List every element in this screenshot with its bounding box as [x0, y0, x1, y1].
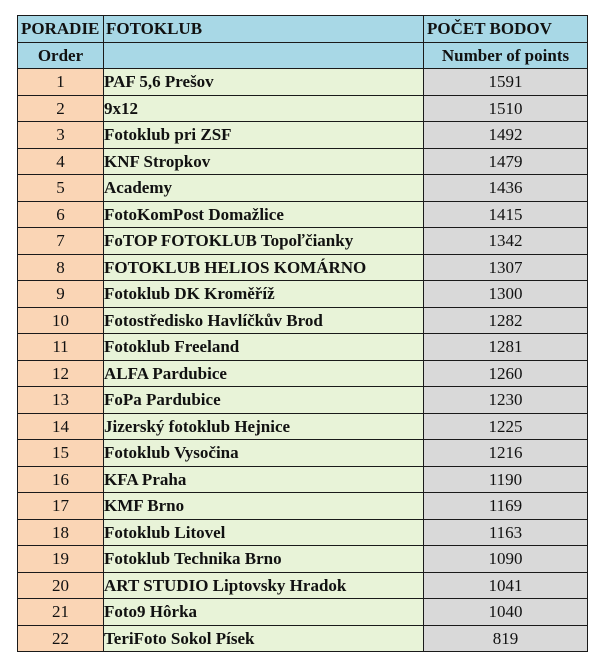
points-cell: 1090 — [424, 546, 588, 573]
club-name-cell: Foto9 Hôrka — [104, 599, 424, 626]
table-row — [18, 493, 588, 520]
rank-cell: 13 — [18, 387, 104, 414]
club-name-cell: Fotostředisko Havlíčkův Brod — [104, 307, 424, 334]
header-club: FOTOKLUB — [104, 16, 424, 43]
rank-cell: 18 — [18, 519, 104, 546]
points-cell: 1169 — [424, 493, 588, 520]
rank-cell: 17 — [18, 493, 104, 520]
points-cell: 1510 — [424, 95, 588, 122]
points-cell: 819 — [424, 625, 588, 652]
club-name-cell: Fotoklub Vysočina — [104, 440, 424, 467]
rank-cell: 16 — [18, 466, 104, 493]
points-cell: 1041 — [424, 572, 588, 599]
points-cell: 1190 — [424, 466, 588, 493]
rank-cell: 11 — [18, 334, 104, 361]
points-cell: 1281 — [424, 334, 588, 361]
rank-cell: 4 — [18, 148, 104, 175]
club-name-cell: KNF Stropkov — [104, 148, 424, 175]
rank-cell: 2 — [18, 95, 104, 122]
table-row — [18, 148, 588, 175]
table-row — [18, 175, 588, 202]
points-cell: 1479 — [424, 148, 588, 175]
points-cell: 1307 — [424, 254, 588, 281]
points-cell: 1163 — [424, 519, 588, 546]
points-cell: 1260 — [424, 360, 588, 387]
table-row — [18, 572, 588, 599]
header-row — [18, 16, 588, 43]
rank-cell: 19 — [18, 546, 104, 573]
ranking-table-body — [18, 16, 588, 652]
rank-cell: 3 — [18, 122, 104, 149]
points-cell: 1492 — [424, 122, 588, 149]
club-name-cell: TeriFoto Sokol Písek — [104, 625, 424, 652]
club-name-cell: Academy — [104, 175, 424, 202]
club-name-cell: FotoKomPost Domažlice — [104, 201, 424, 228]
rank-cell: 15 — [18, 440, 104, 467]
table-row — [18, 69, 588, 96]
rank-cell: 5 — [18, 175, 104, 202]
rank-cell: 10 — [18, 307, 104, 334]
table-row — [18, 519, 588, 546]
subheader-club — [104, 42, 424, 69]
points-cell: 1230 — [424, 387, 588, 414]
table-row — [18, 95, 588, 122]
club-name-cell: 9x12 — [104, 95, 424, 122]
subheader-points: Number of points — [424, 42, 588, 69]
rank-cell: 9 — [18, 281, 104, 308]
table-row — [18, 413, 588, 440]
points-cell: 1282 — [424, 307, 588, 334]
rank-cell: 20 — [18, 572, 104, 599]
ranking-table — [17, 15, 588, 652]
points-cell: 1436 — [424, 175, 588, 202]
club-name-cell: ART STUDIO Liptovsky Hradok — [104, 572, 424, 599]
club-name-cell: FoTOP FOTOKLUB Topoľčianky — [104, 228, 424, 255]
subheader-rank: Order — [18, 42, 104, 69]
club-name-cell: Jizerský fotoklub Hejnice — [104, 413, 424, 440]
points-cell: 1300 — [424, 281, 588, 308]
club-name-cell: KMF Brno — [104, 493, 424, 520]
rank-cell: 22 — [18, 625, 104, 652]
header-points: POČET BODOV — [424, 16, 588, 43]
table-row — [18, 466, 588, 493]
points-cell: 1591 — [424, 69, 588, 96]
club-name-cell: ALFA Pardubice — [104, 360, 424, 387]
table-row — [18, 281, 588, 308]
table-row — [18, 440, 588, 467]
rank-cell: 6 — [18, 201, 104, 228]
table-row — [18, 546, 588, 573]
subheader-row — [18, 42, 588, 69]
points-cell: 1415 — [424, 201, 588, 228]
table-row — [18, 228, 588, 255]
rank-cell: 1 — [18, 69, 104, 96]
club-name-cell: KFA Praha — [104, 466, 424, 493]
club-name-cell: Fotoklub Technika Brno — [104, 546, 424, 573]
points-cell: 1040 — [424, 599, 588, 626]
rank-cell: 8 — [18, 254, 104, 281]
rank-cell: 14 — [18, 413, 104, 440]
points-cell: 1216 — [424, 440, 588, 467]
club-name-cell: Fotoklub DK Kroměříž — [104, 281, 424, 308]
table-row — [18, 334, 588, 361]
club-name-cell: FoPa Pardubice — [104, 387, 424, 414]
points-cell: 1225 — [424, 413, 588, 440]
club-name-cell: Fotoklub pri ZSF — [104, 122, 424, 149]
table-row — [18, 307, 588, 334]
table-row — [18, 599, 588, 626]
table-row — [18, 625, 588, 652]
table-row — [18, 254, 588, 281]
table-row — [18, 122, 588, 149]
rank-cell: 12 — [18, 360, 104, 387]
header-rank: PORADIE — [18, 16, 104, 43]
table-row — [18, 201, 588, 228]
table-row — [18, 360, 588, 387]
club-name-cell: Fotoklub Freeland — [104, 334, 424, 361]
club-name-cell: FOTOKLUB HELIOS KOMÁRNO — [104, 254, 424, 281]
points-cell: 1342 — [424, 228, 588, 255]
rank-cell: 21 — [18, 599, 104, 626]
rank-cell: 7 — [18, 228, 104, 255]
club-name-cell: Fotoklub Litovel — [104, 519, 424, 546]
club-name-cell: PAF 5,6 Prešov — [104, 69, 424, 96]
table-row — [18, 387, 588, 414]
